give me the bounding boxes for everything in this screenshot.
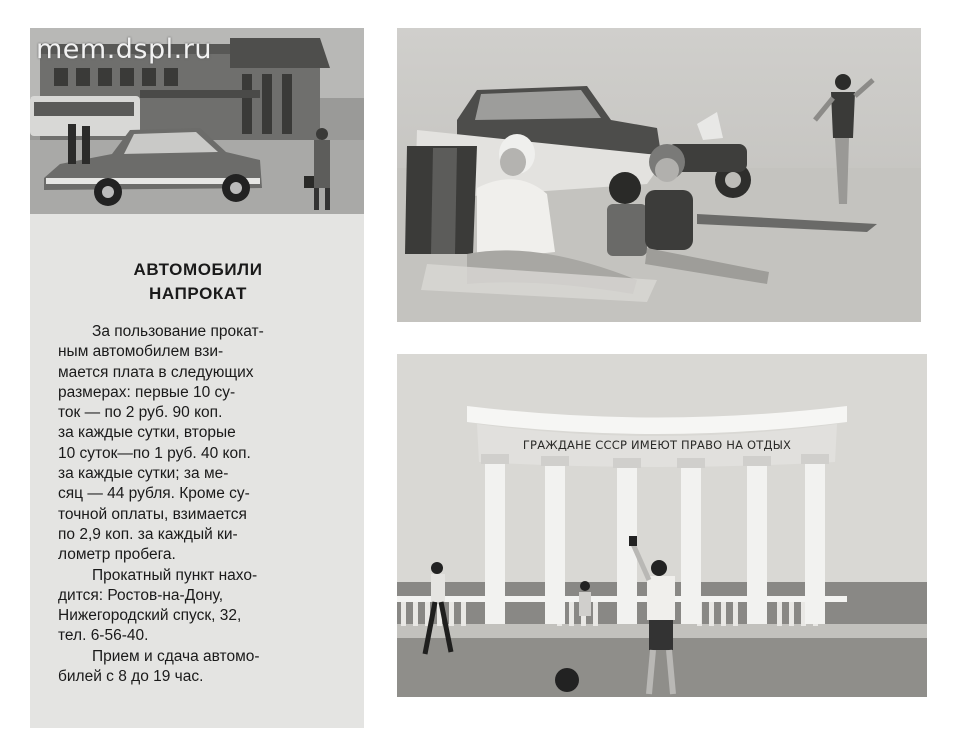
beach-photo bbox=[397, 28, 921, 322]
text-line: За пользование прокат- bbox=[92, 323, 264, 340]
colonnade-inscription: ГРАЖДАНЕ СССР ИМЕЮТ ПРАВО НА ОТДЫХ bbox=[522, 438, 792, 452]
newspaper-clipping bbox=[30, 28, 364, 728]
text-line: дится: Ростов-на-Дону, bbox=[58, 586, 224, 604]
text-line: сяц — 44 рубля. Кроме су- bbox=[58, 485, 250, 503]
text-line: тел. 6-56-40. bbox=[58, 627, 149, 645]
station-car-photo bbox=[30, 28, 364, 214]
text-line: за каждые сутки, вторые bbox=[58, 424, 236, 442]
article-headline bbox=[58, 258, 338, 306]
watermark-text: mem.dspl.ru bbox=[36, 34, 212, 65]
article bbox=[58, 258, 338, 687]
text-line: лометр пробега. bbox=[58, 546, 176, 564]
text-line: Прокатный пункт нахо- bbox=[92, 566, 258, 584]
text-line: точной оплаты, взимается bbox=[58, 505, 247, 523]
text-line: Прием и сдача автомо- bbox=[92, 647, 260, 665]
colonnade-photo bbox=[397, 354, 927, 697]
text-line: ток — по 2 руб. 90 коп. bbox=[58, 404, 223, 422]
text-line: билей с 8 до 19 час. bbox=[58, 668, 204, 686]
text-line: за каждые сутки; за ме- bbox=[58, 465, 229, 483]
headline-line-1: АВТОМОБИЛИ bbox=[133, 260, 263, 279]
text-line: размерах: первые 10 су- bbox=[58, 383, 236, 401]
text-line: мается плата в следующих bbox=[58, 363, 254, 381]
paragraph-address bbox=[58, 566, 338, 647]
headline-line-2: НАПРОКАТ bbox=[149, 284, 247, 303]
text-line: Нижегородский спуск, 32, bbox=[58, 607, 242, 625]
paragraph-rates bbox=[58, 322, 338, 566]
text-line: по 2,9 коп. за каждый ки- bbox=[58, 525, 238, 543]
paragraph-hours bbox=[58, 647, 338, 688]
text-line: 10 суток—по 1 руб. 40 коп. bbox=[58, 444, 251, 462]
text-line: ным автомобилем взи- bbox=[58, 343, 224, 361]
